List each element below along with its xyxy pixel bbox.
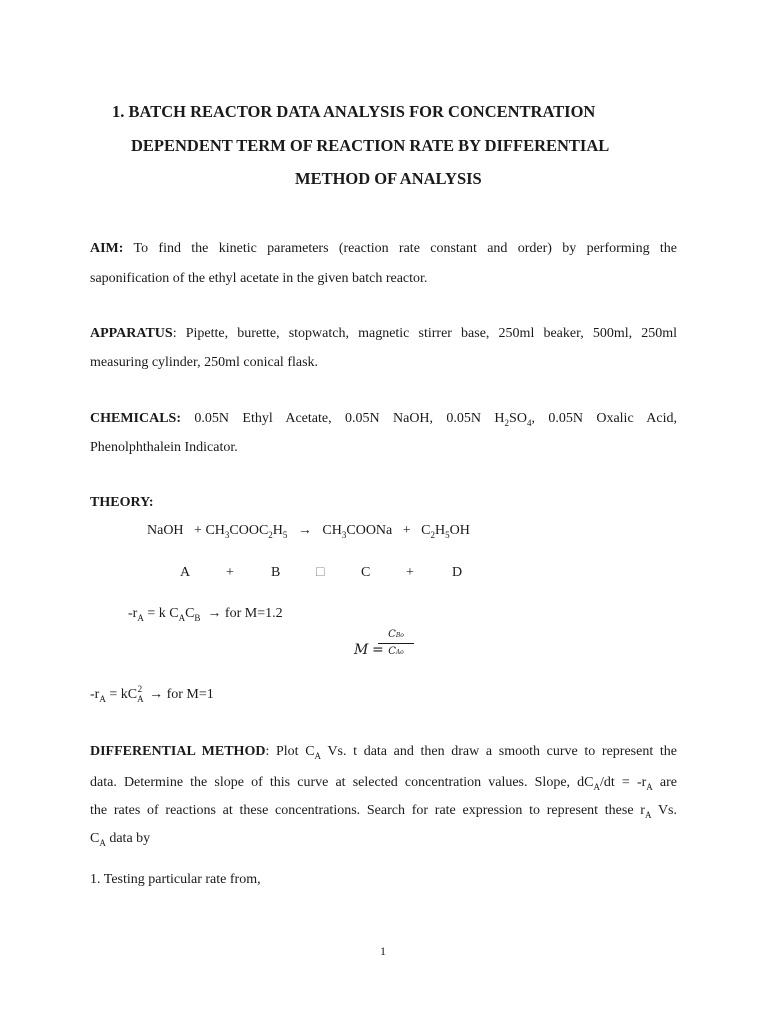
differential-line-4 xyxy=(90,832,150,846)
fraction-denominator xyxy=(378,647,414,657)
symbol-c: C xyxy=(361,565,371,580)
eq-sub: 5 xyxy=(282,529,288,540)
reaction-equation xyxy=(147,524,470,538)
apparatus-line-1 xyxy=(90,327,677,341)
rate1-sub-b: B xyxy=(194,612,201,623)
rate1-k: = k C xyxy=(143,606,179,621)
rate2-condition: → for M=1 xyxy=(149,687,214,702)
rate1-r: -r xyxy=(128,606,138,621)
rate-equation-2 xyxy=(90,684,214,704)
apparatus-line-2: measuring cylinder, 250ml conical flask. xyxy=(90,355,319,370)
differential-label: DIFFERENTIAL METHOD xyxy=(90,744,266,759)
eq-sub: 2 xyxy=(430,529,436,540)
chemicals-sub-4: 4 xyxy=(526,417,532,428)
page-number: 1 xyxy=(380,944,386,958)
rate2-sub-a2: A xyxy=(137,693,144,704)
m-fraction xyxy=(378,630,414,657)
differential-line-1 xyxy=(90,745,677,759)
symbol-d: D xyxy=(452,565,463,580)
chemicals-text-1a: 0.05N Ethyl Acetate, 0.05N NaOH, 0.05N H xyxy=(194,411,505,426)
diff-sub: A xyxy=(99,837,106,848)
diff-sub: A xyxy=(644,809,652,820)
diff-l3a: the rates of reactions at these concentrations. Search for rate expression to represent these r xyxy=(90,803,645,818)
eq-arrow: → xyxy=(297,523,312,538)
eq-sub: 3 xyxy=(341,529,347,540)
den-c: C xyxy=(388,646,396,657)
m-label: M xyxy=(354,642,369,658)
symbol-plus-1: + xyxy=(226,565,234,580)
apparatus-label: APPARATUS xyxy=(90,326,173,341)
diff-sub: A xyxy=(646,781,653,792)
rate1-condition: → for M=1.2 xyxy=(207,606,283,621)
symbol-plus-2: + xyxy=(406,565,414,580)
rate2-r: -r xyxy=(90,687,100,702)
chemicals-sub-2: 2 xyxy=(504,417,510,428)
symbol-a: A xyxy=(180,565,191,580)
chemicals-text-1c: , 0.05N Oxalic Acid, xyxy=(531,411,677,426)
diff-l1a: : Plot C xyxy=(265,744,315,759)
aim-line-2: saponification of the ethyl acetate in the given batch reactor. xyxy=(90,271,428,286)
rate1-sub-a: A xyxy=(137,612,144,623)
eq-sub: 2 xyxy=(268,529,273,540)
rate1-c: C xyxy=(185,606,195,621)
testing-line: 1. Testing particular rate from, xyxy=(90,872,261,887)
eq-h2: H xyxy=(435,523,446,538)
aim-label: AIM: xyxy=(90,241,124,256)
symbol-box: □ xyxy=(316,565,325,580)
diff-l2a: data. Determine the slope of this curve at selected concentration values. Slope, dC xyxy=(90,775,594,790)
diff-l3b: Vs. xyxy=(651,803,677,818)
rate-equation-1 xyxy=(128,607,283,621)
theory-label: THEORY: xyxy=(90,495,154,510)
chemicals-line-2: Phenolphthalein Indicator. xyxy=(90,440,238,455)
differential-line-3 xyxy=(90,804,677,818)
symbol-b: B xyxy=(271,565,281,580)
chemicals-text-1b: SO xyxy=(509,411,527,426)
num-sub: Bo xyxy=(395,632,404,639)
rate2-sup: 2 xyxy=(137,684,143,695)
diff-l4a: C xyxy=(90,831,100,846)
diff-l2c: are xyxy=(652,775,678,790)
eq-oh: OH xyxy=(449,523,470,538)
eq-coona: COONa xyxy=(346,523,393,538)
m-equals: = xyxy=(372,642,384,658)
fraction-bar xyxy=(378,643,414,644)
eq-ch-pre: CH xyxy=(322,523,342,538)
title-line-3: METHOD OF ANALYSIS xyxy=(295,169,482,188)
eq-naoh: NaOH xyxy=(147,523,184,538)
eq-h: H xyxy=(272,523,283,538)
rate1-sub-a2: A xyxy=(178,612,186,623)
eq-plus-ch: + CH xyxy=(194,523,225,538)
eq-plus-2: + xyxy=(402,523,411,538)
diff-l1b: Vs. t data and then draw a smooth curve to represent the xyxy=(321,744,677,759)
aim-text-1: To find the kinetic parameters (reaction rate constant and order) by performing the xyxy=(133,241,677,256)
apparatus-text-1: : Pipette, burette, stopwatch, magnetic stirrer base, 250ml beaker, 500ml, 250ml xyxy=(172,326,677,341)
chemicals-line-1 xyxy=(90,412,677,426)
chemicals-label: CHEMICALS: xyxy=(90,411,182,426)
title-line-1: 1. BATCH REACTOR DATA ANALYSIS FOR CONCENTRATION xyxy=(112,102,596,121)
rate2-k: = kC xyxy=(105,687,138,702)
diff-l2b: /dt = -r xyxy=(600,775,647,790)
eq-c: C xyxy=(421,523,431,538)
diff-l4b: data by xyxy=(105,831,151,846)
aim-line-1 xyxy=(90,242,677,256)
eq-cooc: COOC xyxy=(229,523,269,538)
rate2-sub-a: A xyxy=(99,693,106,704)
den-sub: Ao xyxy=(395,649,404,656)
num-c: C xyxy=(388,629,396,640)
diff-sub: A xyxy=(314,750,322,761)
fraction-numerator xyxy=(378,630,414,640)
diff-sub: A xyxy=(593,781,601,792)
differential-line-2 xyxy=(90,776,677,790)
eq-sub: 5 xyxy=(445,529,450,540)
title-line-2: DEPENDENT TERM OF REACTION RATE BY DIFFERENTIAL xyxy=(131,136,610,155)
eq-sub: 3 xyxy=(224,529,230,540)
